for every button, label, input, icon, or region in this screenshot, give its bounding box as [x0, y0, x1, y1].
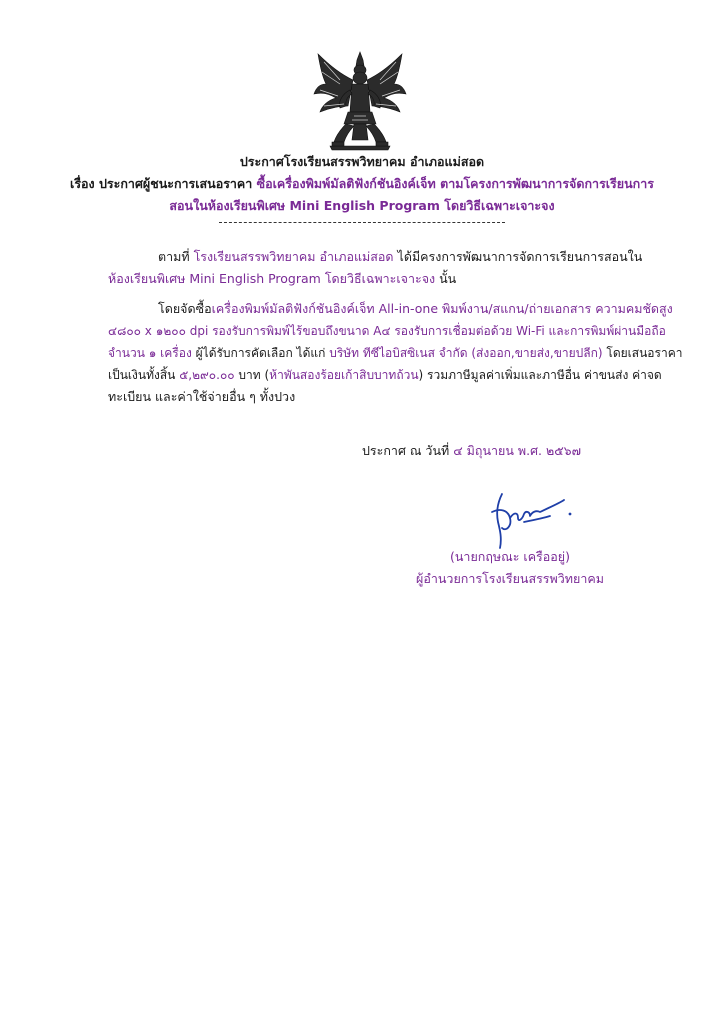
para1-line2-suffix: นั้น [435, 271, 457, 286]
paragraph-1-line-1 [158, 246, 642, 268]
signer-name: (นายกฤษณะ เครืออยู่) [450, 549, 570, 564]
para2-line4-suffix: ) รวมภาษีมูลค่าเพิ่มและภาษีอื่น ค่าขนส่ง ค่าจด [418, 368, 662, 382]
paragraph-2-line-4 [108, 364, 662, 386]
program-name: ห้องเรียนพิเศษ Mini English Program โดยวิธีเฉพาะเจาะจง [108, 271, 436, 286]
announcement-date [362, 440, 581, 462]
para1-prefix: ตามที่ [158, 249, 194, 264]
announcement-title: ประกาศโรงเรียนสรรพวิทยาคม อำเภอแม่สอด [239, 154, 485, 169]
paragraph-2-line-3 [108, 342, 682, 364]
paragraph-2-line-5: ทะเบียน และค่าใช้จ่ายอื่น ๆ ทั้งปวง [108, 389, 296, 404]
item-quantity: จำนวน ๑ เครื่อง [108, 346, 192, 360]
winner-company: บริษัท ทีซีไอบิสซิเนส จำกัด (ส่งออก,ขายส่ง,ขายปลีก) [329, 346, 603, 360]
price-in-words: ห้าพันสองร้อยเก้าสิบบาทถ้วน [269, 368, 419, 382]
para2-line4-mid: บาท ( [234, 368, 270, 382]
price-amount: ๕,๒๙๐.๐๐ [179, 368, 235, 382]
school-name: โรงเรียนสรรพวิทยาคม อำเภอแม่สอด [193, 249, 394, 264]
para2-line4-prefix: เป็นเงินทั้งสิ้น [108, 368, 180, 382]
signer-position: ผู้อำนวยการโรงเรียนสรรพวิทยาคม [416, 571, 604, 586]
signature-icon [478, 488, 578, 550]
para2-line3-suffix: โดยเสนอราคา [602, 346, 683, 360]
subject-line-2: สอนในห้องเรียนพิเศษ Mini English Program โดยวิธีเฉพาะเจาะจง [169, 198, 555, 213]
item-description-1: เครื่องพิมพ์มัลติฟังก์ชันอิงค์เจ็ท All-in-one พิมพ์งาน/สแกน/ถ่ายเอกสาร ความคมชัดสูง [211, 301, 673, 316]
subject-highlight: ซื้อเครื่องพิมพ์มัลติฟังก์ชันอิงค์เจ็ท ตามโครงการพัฒนาการจัดการเรียนการ [256, 176, 654, 191]
subject-prefix: เรื่อง ประกาศผู้ชนะการเสนอราคา [70, 176, 257, 191]
para1-suffix: ได้มีครงการพัฒนาการจัดการเรียนการสอนใน [393, 249, 643, 264]
paragraph-2-line-1 [158, 298, 673, 320]
divider [219, 222, 505, 223]
paragraph-1-line-2 [108, 268, 456, 290]
para2-prefix: โดยจัดซื้อ [158, 301, 212, 316]
paragraph-2-line-2: ๔๘๐๐ x ๑๒๐๐ dpi รองรับการพิมพ์ไร้ขอบถึงขนาด A๔ รองรับการเชื่อมต่อด้วย Wi-Fi และการพิมพ์ผ่านมือถือ [108, 324, 666, 338]
date-value: ๔ มิถุนายน พ.ศ. ๒๕๖๗ [453, 443, 581, 458]
subject-line-1 [0, 174, 724, 194]
garuda-emblem-icon [310, 50, 410, 154]
para2-line3-mid: ผู้ได้รับการคัดเลือก ได้แก่ [191, 346, 330, 360]
date-prefix: ประกาศ ณ วันที่ [362, 443, 454, 458]
